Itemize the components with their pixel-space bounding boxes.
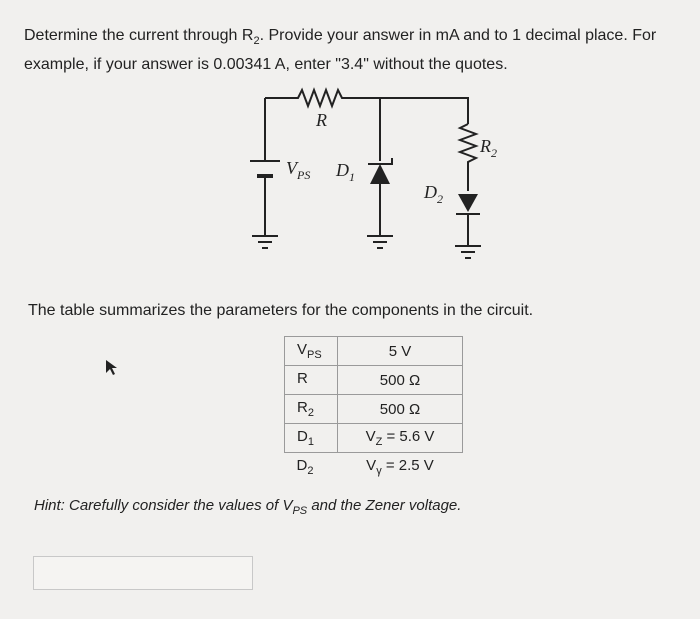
answer-input[interactable]	[33, 556, 253, 590]
question-text	[24, 24, 674, 77]
label-d1: $D_1$	[336, 160, 355, 184]
table-intro: The table summarizes the parameters for the components in the circuit.	[28, 302, 534, 319]
mouse-pointer-icon	[106, 360, 120, 376]
hint-text: Hint: Carefully consider the values of $V_{PS}$ and the Zener voltage.	[34, 497, 462, 517]
table-row: R 500 Ω	[285, 366, 463, 395]
question-r-subscript: 2	[253, 35, 260, 48]
table-row: $D_2$ $V_\gamma = 2.5$ V	[296, 457, 434, 477]
circuit-diagram	[230, 86, 550, 266]
dc-source-icon	[250, 161, 280, 176]
zener-diode-d1-icon	[368, 158, 392, 184]
label-r: R	[316, 110, 327, 130]
label-vps: $V_{PS}$	[286, 158, 311, 182]
parameters-table	[284, 336, 463, 481]
label-r2: $R_2$	[480, 136, 497, 160]
diode-d2-icon	[456, 194, 480, 214]
question-part2: . Provide your answer in mA and to 1 decimal place. For example, if your answer is 0.00341 A, enter "3.4" without the quotes.	[24, 27, 657, 74]
table-row: $R_2$ 500 Ω	[285, 395, 463, 424]
table-row: $V_{PS}$ 5 V	[285, 337, 463, 366]
question-part1: Determine the current through R	[24, 27, 254, 44]
table-row: $D_1$ $V_Z = 5.6$ V	[285, 424, 463, 453]
label-d2: $D_2$	[424, 182, 443, 206]
